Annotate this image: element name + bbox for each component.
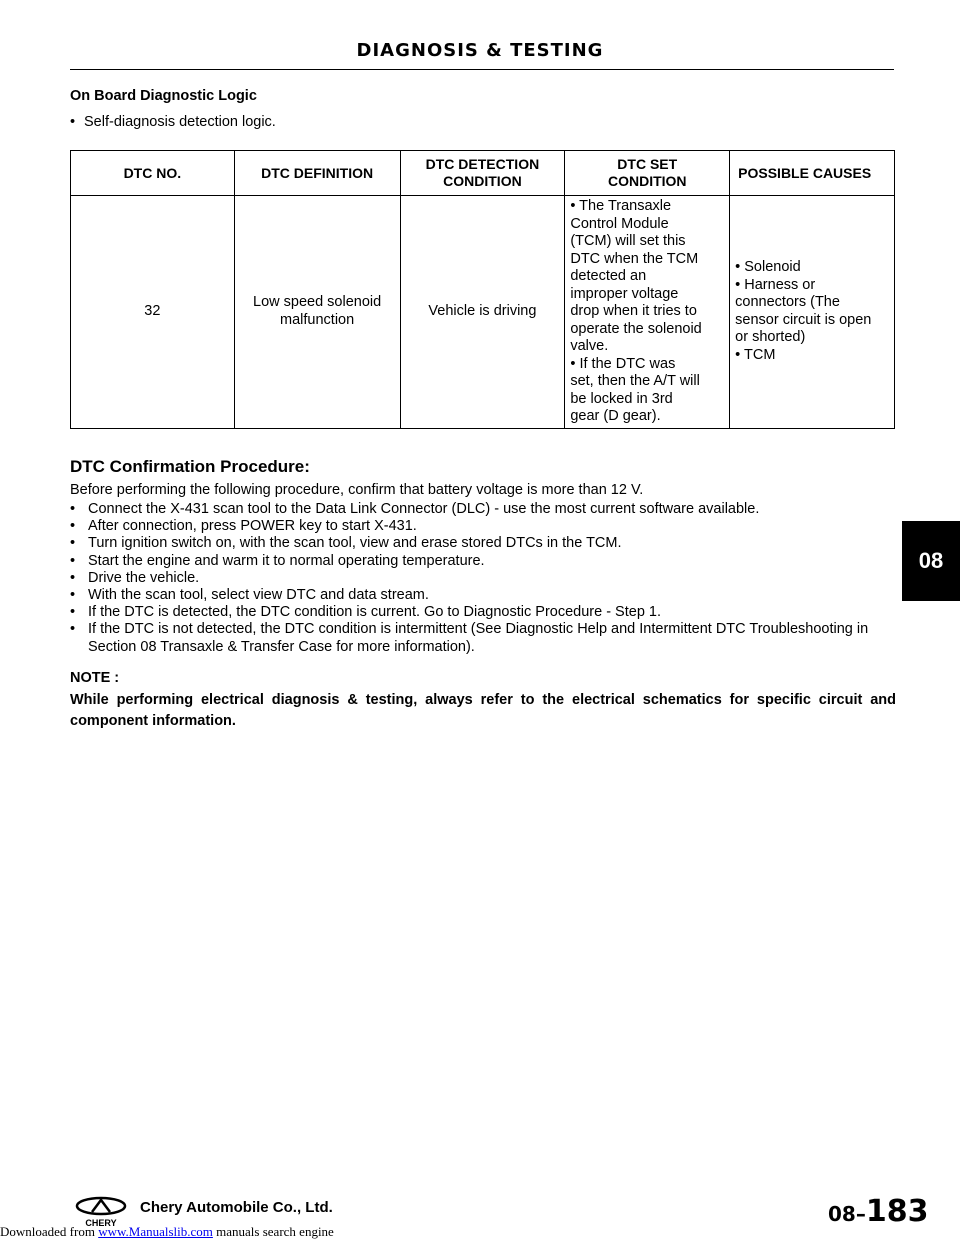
set-condition-line: DTC when the TCM — [570, 250, 699, 267]
cell-dtc-definition — [234, 196, 400, 429]
set-condition-line: valve. — [570, 338, 609, 354]
logic-bullet-text: Self-diagnosis detection logic. — [84, 114, 276, 130]
page-number-value: 183 — [865, 1194, 929, 1229]
set-condition-line: gear (D gear). — [570, 408, 661, 424]
set-condition-line: (TCM) will set this — [570, 233, 686, 249]
list-item: • With the scan tool, select view DTC and data stream. — [70, 587, 429, 604]
page-number — [828, 1194, 928, 1229]
header-dtc-set-condition: DTC SET CONDITION — [565, 151, 730, 196]
list-item: • Start the engine and warm it to normal operating temperature. — [70, 552, 485, 569]
set-condition-line: drop when it tries to — [570, 303, 697, 319]
cell-dtc-no: 32 — [71, 196, 235, 429]
cause-line: sensor circuit is open — [735, 311, 872, 328]
page-prefix: 08– — [828, 1202, 866, 1226]
procedure-title: DTC Confirmation Procedure: — [70, 457, 310, 476]
set-condition-line: Control Module — [570, 215, 669, 232]
download-suffix: manuals search engine — [212, 1224, 334, 1239]
list-item: • Connect the X-431 scan tool to the Data Link Connector (DLC) - use the most current software available. — [70, 501, 760, 517]
set-condition-line: improper voltage — [570, 285, 679, 302]
procedure-intro: Before performing the following procedure, confirm that battery voltage is more than 12 V. — [70, 482, 644, 498]
list-item: • If the DTC is detected, the DTC condition is current. Go to Diagnostic Procedure - Step 1. — [70, 604, 662, 621]
cell-set-condition — [565, 196, 730, 429]
cell-possible-causes — [730, 196, 895, 429]
table-header-row — [71, 151, 895, 196]
table-row — [71, 196, 895, 429]
list-item: • Drive the vehicle. — [70, 569, 200, 586]
bullet-icon: • — [70, 569, 76, 586]
set-condition-line: • If the DTC was — [570, 355, 676, 372]
manualslib-link[interactable]: www.Manualslib.com — [98, 1224, 213, 1239]
bullet-icon: • — [70, 552, 76, 569]
header-possible-causes: POSSIBLE CAUSES — [730, 151, 895, 196]
footer-company: Chery Automobile Co., Ltd. — [140, 1199, 333, 1216]
list-item: • Turn ignition switch on, with the scan tool, view and erase stored DTCs in the TCM. — [70, 535, 622, 552]
bullet-icon: • — [70, 501, 76, 517]
header-dtc-definition: DTC DEFINITION — [234, 151, 400, 196]
dtc-table — [70, 150, 895, 429]
bullet-icon: • — [70, 114, 76, 130]
bullet-icon: • — [70, 535, 76, 552]
bullet-icon: • — [70, 621, 76, 638]
list-item: • If the DTC is not detected, the DTC condition is intermittent (See Diagnostic Help and Intermittent DTC Troubleshooting in Section 08 Transaxle & Transfer Case for more information). — [70, 621, 869, 655]
list-item: • After connection, press POWER key to start X-431. — [70, 518, 417, 535]
page-header-title: DIAGNOSIS & TESTING — [356, 40, 604, 61]
header-dtc-no: DTC NO. — [71, 151, 235, 196]
logic-bullet — [70, 114, 276, 130]
definition-line: Low speed solenoid — [253, 294, 382, 311]
note-text: While performing electrical diagnosis & testing, always refer to the electrical schematics for specific circuit and component information. — [70, 692, 896, 729]
header-divider — [70, 69, 894, 70]
cause-line: • Harness or — [735, 276, 816, 293]
bullet-icon: • — [70, 518, 76, 535]
cause-line: • TCM — [735, 346, 776, 363]
download-notice — [0, 1224, 334, 1240]
set-condition-line: detected an — [570, 268, 647, 284]
download-prefix: Downloaded from — [0, 1224, 99, 1239]
cell-detection-condition: Vehicle is driving — [400, 196, 565, 429]
set-condition-line: set, then the A/T will — [570, 373, 700, 389]
set-condition-line: operate the solenoid — [570, 320, 702, 337]
header-dtc-detection-condition: DTC DETECTION CONDITION — [400, 151, 565, 196]
cause-line: or shorted) — [735, 329, 806, 346]
bullet-icon: • — [70, 587, 76, 604]
bullet-icon: • — [70, 604, 76, 621]
cause-line: • Solenoid — [735, 259, 801, 276]
logic-heading: On Board Diagnostic Logic — [70, 88, 257, 104]
set-condition-line: be locked in 3rd — [570, 390, 673, 407]
cause-line: connectors (The — [735, 294, 840, 311]
set-condition-line: • The Transaxle — [570, 198, 672, 214]
section-tab: 08 — [902, 521, 960, 601]
definition-line: malfunction — [280, 311, 355, 328]
note-label: NOTE : — [70, 670, 120, 686]
procedure-steps — [70, 501, 896, 656]
svg-text:CHERY: CHERY — [85, 1218, 117, 1228]
